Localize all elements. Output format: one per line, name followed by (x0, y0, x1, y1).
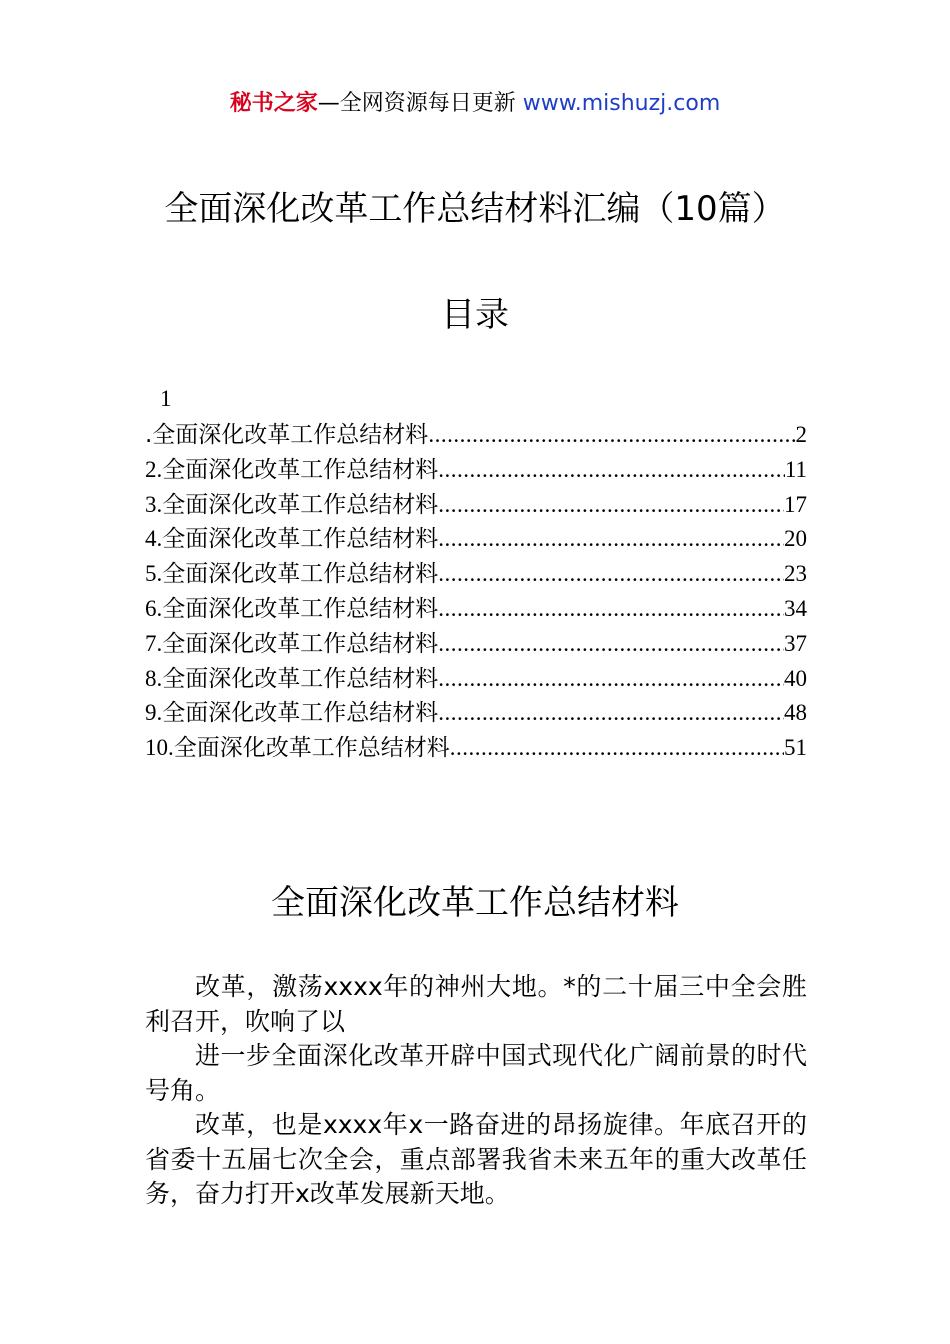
toc-item-number: 6. (145, 595, 163, 621)
toc-item-number: 7. (145, 630, 163, 656)
toc-item-label (145, 696, 438, 731)
toc-dot-leader (450, 731, 784, 766)
toc-item-page: 20 (784, 526, 807, 552)
toc-item-number: 9. (145, 700, 163, 726)
toc-item-page: 11 (784, 456, 807, 482)
toc-item-number: 2. (145, 456, 163, 482)
body-paragraph: 进一步全面深化改革开辟中国式现代化广阔前景的时代号角。 (145, 1041, 807, 1105)
toc-dot-leader (438, 557, 784, 592)
table-of-contents (145, 418, 807, 766)
toc-item-number: 3. (145, 491, 163, 517)
toc-item-page: 51 (784, 735, 807, 761)
toc-item-number: 10. (145, 735, 174, 761)
toc-item-text: 全面深化改革工作总结材料 (162, 665, 439, 692)
toc-item-text: 全面深化改革工作总结材料 (162, 491, 439, 518)
toc-item-label (145, 627, 438, 662)
toc-dot-leader (438, 696, 784, 731)
toc-item-number: 8. (145, 665, 163, 691)
toc-dot-leader (438, 453, 785, 488)
toc-item-text: 全面深化改革工作总结材料 (173, 735, 450, 762)
toc-dot-leader (438, 627, 784, 662)
section-body (145, 970, 807, 1212)
toc-item-text: 全面深化改革工作总结材料 (162, 700, 439, 727)
toc-item-page: 17 (784, 491, 807, 517)
toc-item-label (145, 522, 438, 557)
toc-item-7[interactable] (145, 627, 807, 662)
toc-item-label (145, 731, 450, 766)
toc-item-1-number: 1 (160, 386, 172, 411)
toc-item-label: .全面深化改革工作总结材料 (145, 422, 429, 448)
toc-item-page: 23 (784, 561, 807, 587)
toc-item-page: 48 (784, 700, 807, 726)
toc-item-8[interactable] (145, 662, 807, 697)
toc-item-label (145, 662, 438, 697)
toc-item-number: 5. (145, 561, 163, 587)
toc-item-page: 34 (784, 595, 807, 621)
section-title: 全面深化改革工作总结材料 (271, 883, 679, 923)
toc-dot-leader (438, 522, 784, 557)
toc-dot-leader (428, 418, 795, 453)
toc-item-2[interactable] (145, 453, 807, 488)
toc-item-text: 全面深化改革工作总结材料 (162, 630, 439, 657)
toc-item-3[interactable] (145, 488, 807, 523)
toc-item-label (145, 557, 438, 592)
body-paragraph: 改革，也是xxxx年x一路奋进的昂扬旋律。年底召开的省委十五届七次全会，重点部署我省未来五年的重大改革任务，奋力打开x改革发展新天地。 (145, 1110, 807, 1208)
banner-tagline: —全网资源每日更新 (317, 91, 516, 116)
banner-brand: 秘书之家 (229, 91, 318, 116)
toc-dot-leader (438, 488, 784, 523)
toc-item-number: 4. (145, 526, 163, 552)
toc-item-text: 全面深化改革工作总结材料 (162, 595, 439, 622)
toc-item-label (145, 488, 438, 523)
document-title: 全面深化改革工作总结材料汇编（10篇） (164, 189, 786, 229)
toc-item-6[interactable] (145, 592, 807, 627)
toc-item-5[interactable] (145, 557, 807, 592)
site-banner (0, 88, 950, 120)
toc-dot-leader (438, 592, 784, 627)
toc-item-page: 40 (784, 665, 807, 691)
toc-item-label (145, 453, 438, 488)
toc-item-label (145, 592, 438, 627)
toc-item-text: 全面深化改革工作总结材料 (162, 561, 439, 588)
toc-dot-leader (438, 662, 784, 697)
toc-item-text: 全面深化改革工作总结材料 (162, 526, 439, 553)
toc-item-1[interactable] (145, 418, 807, 453)
body-paragraph: 改革，激荡xxxx年的神州大地。*的二十届三中全会胜利召开，吹响了以 (145, 972, 807, 1036)
toc-item-page: 2 (795, 422, 807, 447)
toc-item-text: 全面深化改革工作总结材料 (162, 456, 439, 483)
toc-item-9[interactable] (145, 696, 807, 731)
toc-item-4[interactable] (145, 522, 807, 557)
banner-url-link[interactable]: www.mishuzj.com (522, 91, 721, 116)
toc-item-page: 37 (784, 630, 807, 656)
toc-heading: 目录 (441, 295, 509, 335)
toc-item-10[interactable] (145, 731, 807, 766)
